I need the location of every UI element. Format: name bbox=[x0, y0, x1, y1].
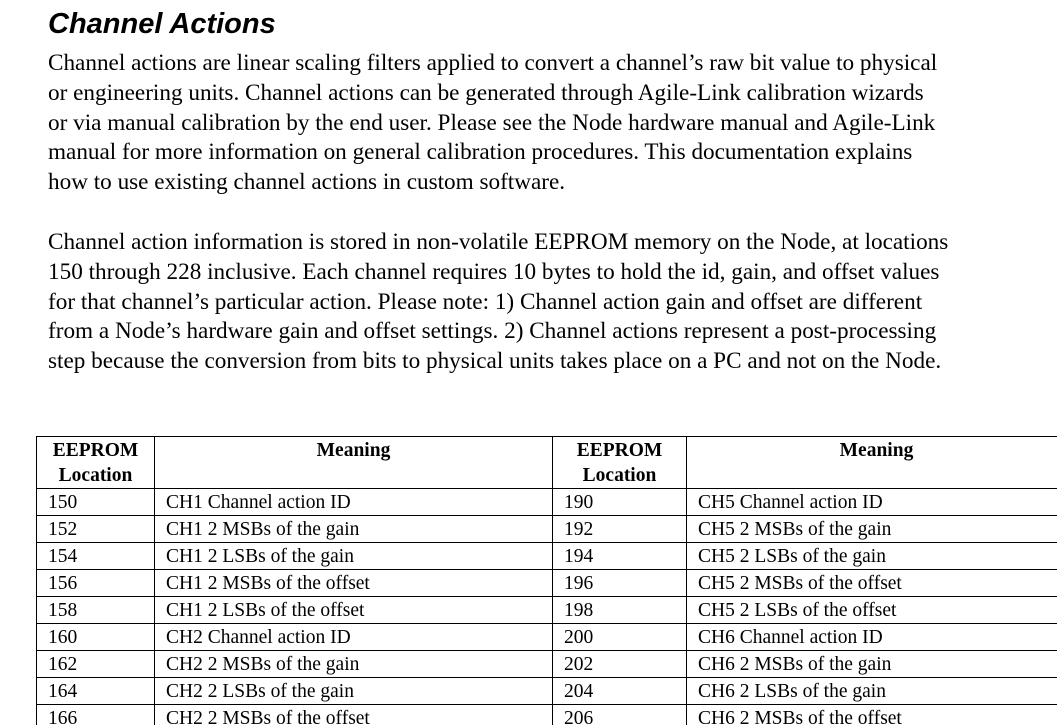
cell-location: 202 bbox=[553, 651, 687, 678]
header-line: EEPROM bbox=[576, 440, 663, 461]
cell-meaning: CH6 Channel action ID bbox=[687, 624, 1057, 651]
paragraph-line: for that channel’s particular action. Please note: 1) Channel action gain and offset are different bbox=[48, 288, 923, 315]
paragraph-line: step because the conversion from bits to physical units takes place on a PC and not on the Node. bbox=[48, 348, 942, 375]
header-eeprom-location bbox=[553, 437, 687, 489]
cell-location: 166 bbox=[37, 705, 155, 725]
cell-meaning: CH5 2 LSBs of the gain bbox=[687, 543, 1057, 570]
paragraph-line: 150 through 228 inclusive. Each channel requires 10 bytes to hold the id, gain, and offset values bbox=[48, 258, 940, 285]
paragraph-line: or engineering units. Channel actions can be generated through Agile-Link calibration wizards bbox=[48, 79, 924, 106]
cell-location: 158 bbox=[37, 597, 155, 624]
cell-location: 156 bbox=[37, 570, 155, 597]
header-line: Location bbox=[582, 465, 657, 486]
cell-location: 194 bbox=[553, 543, 687, 570]
cell-meaning: CH1 2 LSBs of the offset bbox=[155, 597, 553, 624]
table-row bbox=[37, 516, 1057, 543]
cell-meaning: CH2 Channel action ID bbox=[155, 624, 553, 651]
intro-paragraph bbox=[48, 49, 1057, 198]
cell-meaning: CH6 2 MSBs of the gain bbox=[687, 651, 1057, 678]
cell-meaning: CH2 2 MSBs of the offset bbox=[155, 705, 553, 725]
cell-location: 162 bbox=[37, 651, 155, 678]
cell-meaning: CH2 2 MSBs of the gain bbox=[155, 651, 553, 678]
header-meaning: Meaning bbox=[155, 437, 553, 489]
paragraph-line: manual for more information on general calibration procedures. This documentation explains bbox=[48, 139, 913, 166]
table-row bbox=[37, 705, 1057, 725]
paragraph-line: or via manual calibration by the end user. Please see the Node hardware manual and Agile-Link bbox=[48, 109, 936, 136]
cell-location: 192 bbox=[553, 516, 687, 543]
cell-location: 198 bbox=[553, 597, 687, 624]
paragraph-line: from a Node’s hardware gain and offset settings. 2) Channel actions represent a post-processing bbox=[48, 318, 937, 345]
cell-meaning: CH6 2 LSBs of the gain bbox=[687, 678, 1057, 705]
header-line: Location bbox=[58, 465, 133, 486]
cell-location: 150 bbox=[37, 489, 155, 516]
table-row bbox=[37, 624, 1057, 651]
cell-location: 190 bbox=[553, 489, 687, 516]
cell-location: 196 bbox=[553, 570, 687, 597]
header-meaning: Meaning bbox=[687, 437, 1057, 489]
table-row bbox=[37, 651, 1057, 678]
cell-location: 160 bbox=[37, 624, 155, 651]
cell-meaning: CH5 Channel action ID bbox=[687, 489, 1057, 516]
cell-location: 204 bbox=[553, 678, 687, 705]
eeprom-location-table bbox=[36, 436, 1057, 725]
table-row bbox=[37, 570, 1057, 597]
cell-meaning: CH1 Channel action ID bbox=[155, 489, 553, 516]
storage-paragraph bbox=[48, 228, 1057, 377]
cell-meaning: CH5 2 MSBs of the gain bbox=[687, 516, 1057, 543]
table-row bbox=[37, 678, 1057, 705]
section-heading: Channel Actions bbox=[48, 8, 276, 40]
cell-meaning: CH2 2 LSBs of the gain bbox=[155, 678, 553, 705]
table-header-row bbox=[37, 437, 1057, 489]
cell-meaning: CH1 2 MSBs of the gain bbox=[155, 516, 553, 543]
paragraph-line: Channel action information is stored in non-volatile EEPROM memory on the Node, at locations bbox=[48, 229, 949, 255]
table-row bbox=[37, 489, 1057, 516]
cell-meaning: CH1 2 LSBs of the gain bbox=[155, 543, 553, 570]
cell-location: 152 bbox=[37, 516, 155, 543]
paragraph-line: how to use existing channel actions in custom software. bbox=[48, 169, 566, 196]
cell-location: 200 bbox=[553, 624, 687, 651]
cell-meaning: CH5 2 MSBs of the offset bbox=[687, 570, 1057, 597]
table-row bbox=[37, 543, 1057, 570]
cell-location: 206 bbox=[553, 705, 687, 725]
table-body bbox=[37, 489, 1057, 725]
table-row bbox=[37, 597, 1057, 624]
cell-meaning: CH5 2 LSBs of the offset bbox=[687, 597, 1057, 624]
header-line: EEPROM bbox=[52, 440, 139, 461]
cell-meaning: CH1 2 MSBs of the offset bbox=[155, 570, 553, 597]
cell-location: 164 bbox=[37, 678, 155, 705]
cell-meaning: CH6 2 MSBs of the offset bbox=[687, 705, 1057, 725]
cell-location: 154 bbox=[37, 543, 155, 570]
header-eeprom-location bbox=[37, 437, 155, 489]
paragraph-line: Channel actions are linear scaling filters applied to convert a channel’s raw bit value to physical bbox=[48, 50, 938, 76]
